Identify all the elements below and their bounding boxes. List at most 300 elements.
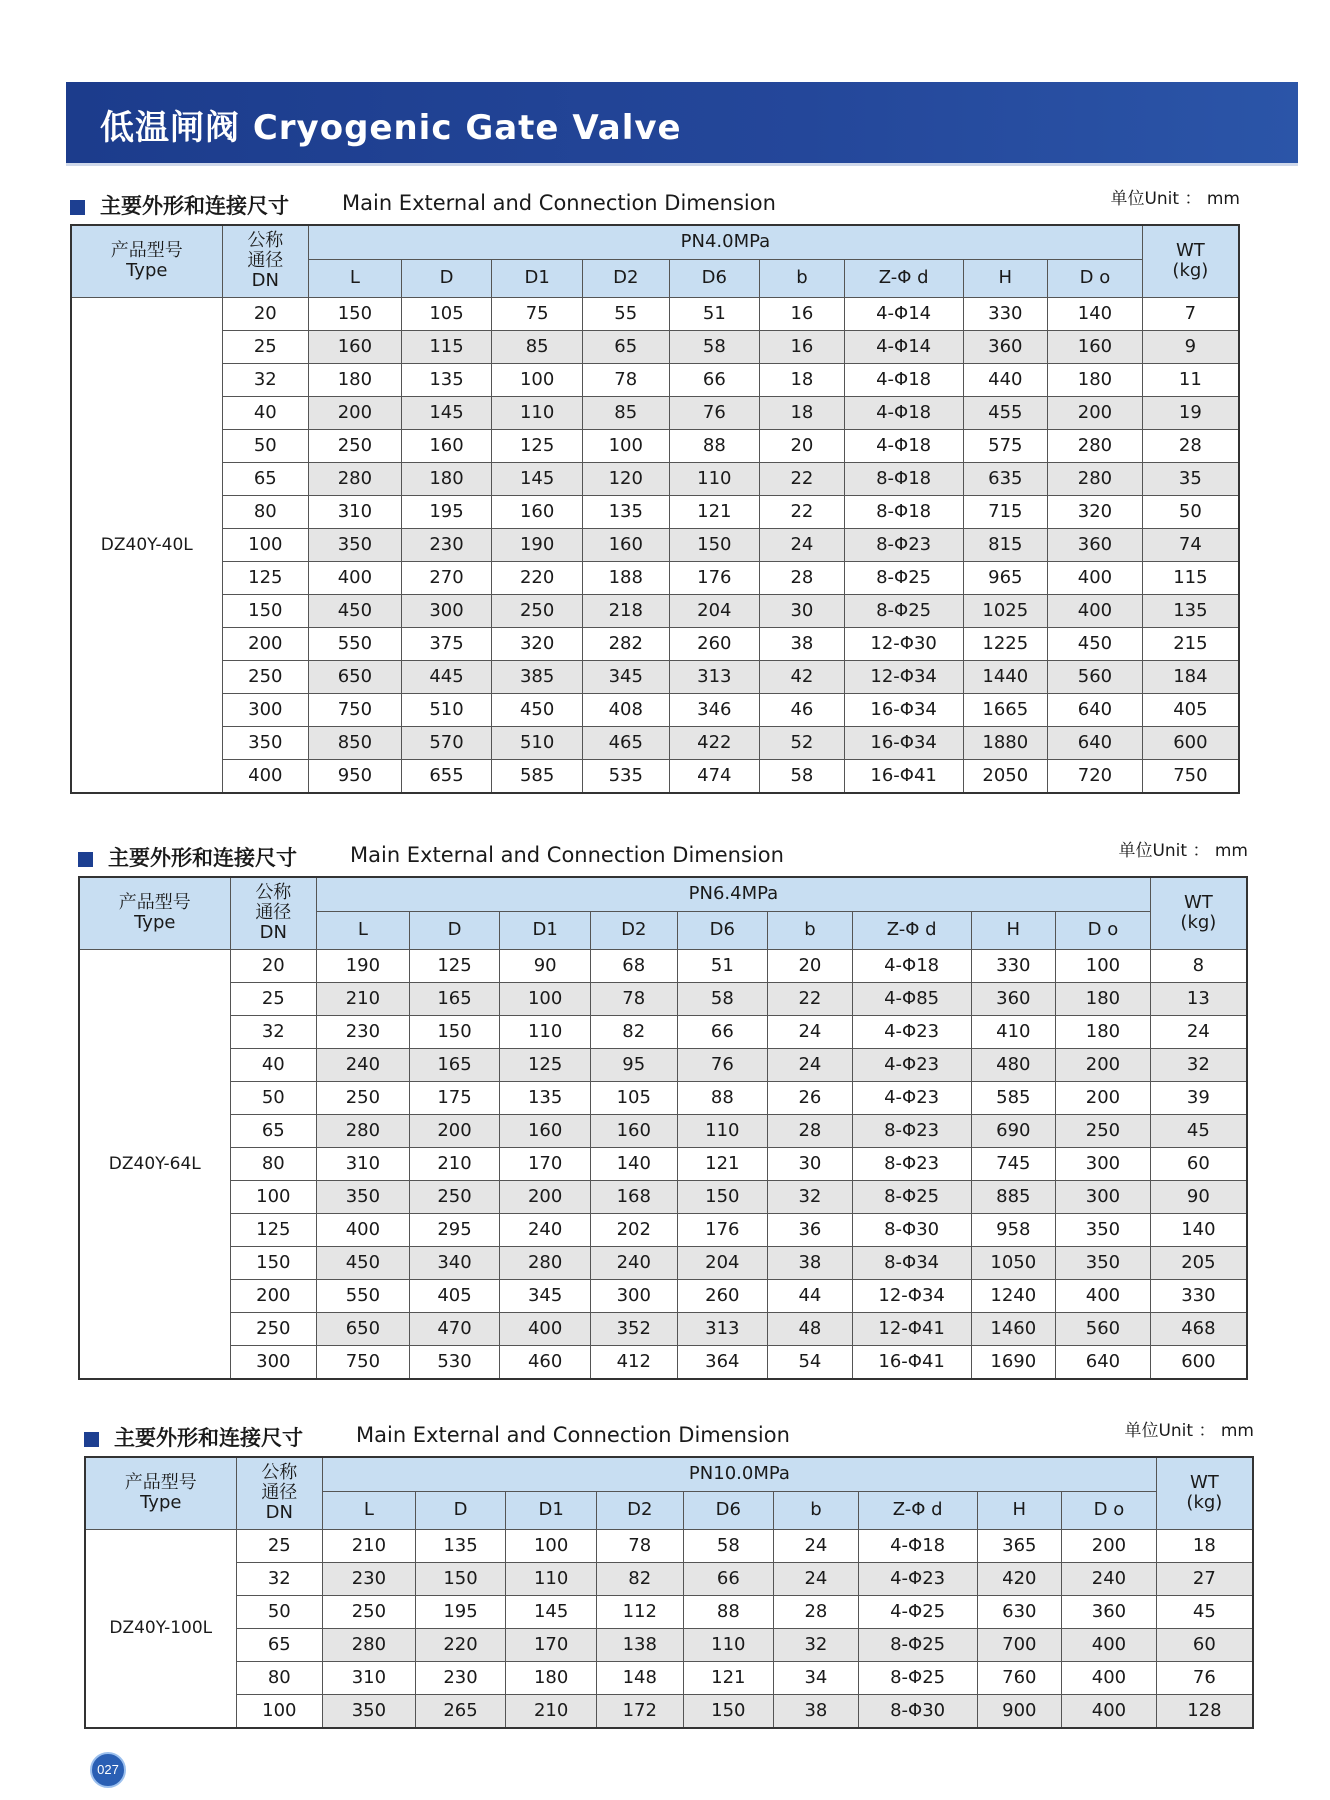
table-row (79, 949, 1247, 982)
value-cell: 110 (683, 1628, 774, 1661)
value-cell: 375 (401, 627, 492, 660)
value-cell: 330 (971, 949, 1056, 982)
table-row (85, 1562, 1253, 1595)
value-cell: 480 (971, 1048, 1056, 1081)
type-header-cn: 产品型号 (124, 1472, 197, 1494)
value-cell: 100 (1056, 949, 1151, 982)
unit-label: 单位Unit ： mm (1118, 841, 1248, 861)
value-cell: 184 (1142, 660, 1239, 693)
header-row (79, 877, 1247, 911)
dn-header (230, 877, 317, 949)
table-row (71, 759, 1239, 793)
value-cell: 150 (415, 1562, 506, 1595)
column-header: Z-Φ d (852, 911, 971, 949)
type-header-en: Type (134, 912, 176, 934)
column-header: D1 (492, 259, 583, 297)
value-cell: 260 (669, 627, 760, 660)
value-cell: 408 (582, 693, 669, 726)
value-cell: 76 (677, 1048, 768, 1081)
value-cell: 39 (1150, 1081, 1247, 1114)
model-type-cell: DZ40Y-64L (79, 949, 230, 1379)
column-header: b (774, 1491, 859, 1529)
value-cell: 760 (977, 1661, 1062, 1694)
value-cell: 560 (1048, 660, 1143, 693)
value-cell: 24 (774, 1529, 859, 1562)
value-cell: 85 (582, 396, 669, 429)
value-cell: 405 (409, 1279, 500, 1312)
value-cell: 20 (768, 949, 853, 982)
dn-cell: 350 (222, 726, 309, 759)
dn-cell: 25 (230, 982, 317, 1015)
weight-header-label: WT (1175, 240, 1205, 262)
dn-cell: 250 (222, 660, 309, 693)
value-cell: 350 (317, 1180, 410, 1213)
dn-cell: 20 (230, 949, 317, 982)
value-cell: 550 (317, 1279, 410, 1312)
value-cell: 8-Φ30 (858, 1694, 977, 1728)
value-cell: 8-Φ23 (852, 1147, 971, 1180)
value-cell: 560 (1056, 1312, 1151, 1345)
value-cell: 365 (977, 1529, 1062, 1562)
column-header: Z-Φ d (844, 259, 963, 297)
section-title-en: Main External and Connection Dimension (350, 843, 784, 867)
value-cell: 148 (596, 1661, 683, 1694)
value-cell: 385 (492, 660, 583, 693)
value-cell: 32 (774, 1628, 859, 1661)
type-header-en: Type (126, 260, 168, 282)
value-cell: 50 (1142, 495, 1239, 528)
type-header (71, 225, 222, 297)
value-cell: 16-Φ41 (844, 759, 963, 793)
value-cell: 100 (492, 363, 583, 396)
value-cell: 8-Φ23 (844, 528, 963, 561)
dimension-section-pn100 (84, 1412, 1254, 1729)
value-cell: 650 (317, 1312, 410, 1345)
table-row (71, 429, 1239, 462)
value-cell: 24 (774, 1562, 859, 1595)
value-cell: 350 (1056, 1213, 1151, 1246)
value-cell: 2050 (963, 759, 1048, 793)
value-cell: 640 (1056, 1345, 1151, 1379)
value-cell: 78 (590, 982, 677, 1015)
value-cell: 12-Φ41 (852, 1312, 971, 1345)
value-cell: 82 (596, 1562, 683, 1595)
table-row (71, 396, 1239, 429)
value-cell: 4-Φ23 (858, 1562, 977, 1595)
dn-cell: 80 (236, 1661, 323, 1694)
dn-cell: 65 (230, 1114, 317, 1147)
page-title: 低温闸阀 Cryogenic Gate Valve (100, 108, 682, 148)
value-cell: 352 (590, 1312, 677, 1345)
value-cell: 165 (409, 1048, 500, 1081)
dn-cell: 300 (222, 693, 309, 726)
value-cell: 160 (1048, 330, 1143, 363)
value-cell: 28 (774, 1595, 859, 1628)
value-cell: 88 (669, 429, 760, 462)
table-row (71, 660, 1239, 693)
value-cell: 465 (582, 726, 669, 759)
value-cell: 32 (768, 1180, 853, 1213)
table-row (79, 1213, 1247, 1246)
value-cell: 815 (963, 528, 1048, 561)
value-cell: 90 (1150, 1180, 1247, 1213)
dn-cell: 300 (230, 1345, 317, 1379)
value-cell: 445 (401, 660, 492, 693)
value-cell: 4-Φ23 (852, 1048, 971, 1081)
value-cell: 88 (677, 1081, 768, 1114)
value-cell: 400 (1056, 1279, 1151, 1312)
dn-cell: 20 (222, 297, 309, 330)
table-row (79, 1345, 1247, 1379)
value-cell: 630 (977, 1595, 1062, 1628)
value-cell: 450 (492, 693, 583, 726)
type-header-en: Type (140, 1492, 182, 1514)
column-header: D (415, 1491, 506, 1529)
value-cell: 60 (1150, 1147, 1247, 1180)
value-cell: 24 (768, 1015, 853, 1048)
value-cell: 95 (590, 1048, 677, 1081)
dn-header-cn2: 通径 (247, 250, 284, 272)
value-cell: 1225 (963, 627, 1048, 660)
value-cell: 250 (492, 594, 583, 627)
value-cell: 600 (1142, 726, 1239, 759)
value-cell: 24 (1150, 1015, 1247, 1048)
value-cell: 350 (309, 528, 402, 561)
value-cell: 24 (768, 1048, 853, 1081)
value-cell: 510 (401, 693, 492, 726)
table-row (85, 1595, 1253, 1628)
value-cell: 58 (683, 1529, 774, 1562)
value-cell: 7 (1142, 297, 1239, 330)
value-cell: 400 (1048, 561, 1143, 594)
column-header: D o (1048, 259, 1143, 297)
value-cell: 18 (760, 363, 845, 396)
value-cell: 420 (977, 1562, 1062, 1595)
value-cell: 1690 (971, 1345, 1056, 1379)
value-cell: 440 (963, 363, 1048, 396)
value-cell: 310 (323, 1661, 416, 1694)
table-row (71, 726, 1239, 759)
value-cell: 125 (409, 949, 500, 982)
weight-header (1142, 225, 1239, 297)
value-cell: 240 (500, 1213, 591, 1246)
value-cell: 4-Φ18 (844, 429, 963, 462)
value-cell: 300 (590, 1279, 677, 1312)
value-cell: 45 (1150, 1114, 1247, 1147)
table-row (79, 1180, 1247, 1213)
value-cell: 220 (415, 1628, 506, 1661)
value-cell: 27 (1156, 1562, 1253, 1595)
value-cell: 690 (971, 1114, 1056, 1147)
value-cell: 8 (1150, 949, 1247, 982)
table-row (85, 1661, 1253, 1694)
header-row (85, 1457, 1253, 1491)
dimension-table (70, 224, 1240, 794)
table-row (79, 982, 1247, 1015)
value-cell: 470 (409, 1312, 500, 1345)
table-row (79, 1114, 1247, 1147)
type-header (85, 1457, 236, 1529)
dn-cell: 40 (230, 1048, 317, 1081)
weight-header-unit: (kg) (1180, 912, 1217, 934)
value-cell: 360 (963, 330, 1048, 363)
value-cell: 313 (669, 660, 760, 693)
value-cell: 120 (582, 462, 669, 495)
value-cell: 360 (971, 982, 1056, 1015)
value-cell: 320 (1048, 495, 1143, 528)
value-cell: 55 (582, 297, 669, 330)
column-header: L (323, 1491, 416, 1529)
value-cell: 210 (317, 982, 410, 1015)
value-cell: 720 (1048, 759, 1143, 793)
value-cell: 250 (317, 1081, 410, 1114)
weight-header-label: WT (1183, 892, 1213, 914)
dn-cell: 50 (236, 1595, 323, 1628)
value-cell: 4-Φ18 (844, 363, 963, 396)
value-cell: 76 (669, 396, 760, 429)
dn-cell: 32 (230, 1015, 317, 1048)
value-cell: 170 (506, 1628, 597, 1661)
column-header: L (317, 911, 410, 949)
value-cell: 200 (1048, 396, 1143, 429)
value-cell: 700 (977, 1628, 1062, 1661)
value-cell: 115 (1142, 561, 1239, 594)
value-cell: 138 (596, 1628, 683, 1661)
value-cell: 345 (582, 660, 669, 693)
value-cell: 128 (1156, 1694, 1253, 1728)
value-cell: 346 (669, 693, 760, 726)
value-cell: 400 (309, 561, 402, 594)
value-cell: 218 (582, 594, 669, 627)
value-cell: 400 (317, 1213, 410, 1246)
column-header: D2 (596, 1491, 683, 1529)
value-cell: 38 (774, 1694, 859, 1728)
value-cell: 300 (401, 594, 492, 627)
value-cell: 51 (669, 297, 760, 330)
value-cell: 75 (492, 297, 583, 330)
table-row (79, 1312, 1247, 1345)
dn-cell: 50 (230, 1081, 317, 1114)
value-cell: 8-Φ30 (852, 1213, 971, 1246)
dn-cell: 150 (222, 594, 309, 627)
value-cell: 135 (415, 1529, 506, 1562)
value-cell: 30 (760, 594, 845, 627)
value-cell: 450 (1048, 627, 1143, 660)
value-cell: 190 (317, 949, 410, 982)
value-cell: 280 (317, 1114, 410, 1147)
value-cell: 60 (1156, 1628, 1253, 1661)
value-cell: 100 (500, 982, 591, 1015)
value-cell: 135 (1142, 594, 1239, 627)
table-row (79, 1147, 1247, 1180)
value-cell: 360 (1048, 528, 1143, 561)
value-cell: 135 (401, 363, 492, 396)
value-cell: 405 (1142, 693, 1239, 726)
table-row (71, 495, 1239, 528)
column-header: Z-Φ d (858, 1491, 977, 1529)
value-cell: 715 (963, 495, 1048, 528)
value-cell: 38 (760, 627, 845, 660)
value-cell: 282 (582, 627, 669, 660)
column-header: D2 (582, 259, 669, 297)
value-cell: 310 (317, 1147, 410, 1180)
value-cell: 68 (590, 949, 677, 982)
value-cell: 400 (1062, 1628, 1157, 1661)
value-cell: 1240 (971, 1279, 1056, 1312)
value-cell: 58 (669, 330, 760, 363)
dn-cell: 25 (222, 330, 309, 363)
value-cell: 204 (669, 594, 760, 627)
section-title-cn: 主要外形和连接尺寸 (108, 846, 297, 870)
value-cell: 200 (1056, 1048, 1151, 1081)
value-cell: 280 (1048, 429, 1143, 462)
dn-cell: 100 (230, 1180, 317, 1213)
value-cell: 280 (1048, 462, 1143, 495)
value-cell: 13 (1150, 982, 1247, 1015)
value-cell: 750 (1142, 759, 1239, 793)
value-cell: 340 (409, 1246, 500, 1279)
value-cell: 220 (492, 561, 583, 594)
value-cell: 210 (506, 1694, 597, 1728)
column-header: D6 (677, 911, 768, 949)
header-row (71, 225, 1239, 259)
section-header (70, 180, 1240, 224)
value-cell: 270 (401, 561, 492, 594)
value-cell: 750 (309, 693, 402, 726)
dn-cell: 125 (230, 1213, 317, 1246)
value-cell: 885 (971, 1180, 1056, 1213)
value-cell: 66 (677, 1015, 768, 1048)
value-cell: 250 (1056, 1114, 1151, 1147)
value-cell: 410 (971, 1015, 1056, 1048)
value-cell: 24 (760, 528, 845, 561)
value-cell: 150 (409, 1015, 500, 1048)
value-cell: 38 (768, 1246, 853, 1279)
dn-header-cn1: 公称 (261, 1462, 298, 1484)
value-cell: 535 (582, 759, 669, 793)
section-title-en: Main External and Connection Dimension (342, 191, 776, 215)
value-cell: 474 (669, 759, 760, 793)
value-cell: 1665 (963, 693, 1048, 726)
dn-cell: 50 (222, 429, 309, 462)
value-cell: 125 (492, 429, 583, 462)
value-cell: 280 (323, 1628, 416, 1661)
table-row (71, 594, 1239, 627)
value-cell: 1460 (971, 1312, 1056, 1345)
value-cell: 168 (590, 1180, 677, 1213)
value-cell: 950 (309, 759, 402, 793)
value-cell: 145 (401, 396, 492, 429)
table-row (71, 330, 1239, 363)
weight-header-label: WT (1189, 1472, 1219, 1494)
dimension-table (78, 876, 1248, 1380)
value-cell: 210 (323, 1529, 416, 1562)
value-cell: 260 (677, 1279, 768, 1312)
value-cell: 412 (590, 1345, 677, 1379)
value-cell: 240 (590, 1246, 677, 1279)
value-cell: 16 (760, 297, 845, 330)
table-row (85, 1529, 1253, 1562)
value-cell: 468 (1150, 1312, 1247, 1345)
value-cell: 78 (596, 1529, 683, 1562)
value-cell: 4-Φ14 (844, 330, 963, 363)
column-header: D o (1056, 911, 1151, 949)
bullet-square-icon (70, 200, 85, 215)
value-cell: 550 (309, 627, 402, 660)
value-cell: 66 (683, 1562, 774, 1595)
value-cell: 110 (669, 462, 760, 495)
table-row (71, 561, 1239, 594)
table-row (79, 1279, 1247, 1312)
value-cell: 11 (1142, 363, 1239, 396)
value-cell: 165 (409, 982, 500, 1015)
value-cell: 8-Φ25 (858, 1628, 977, 1661)
value-cell: 750 (317, 1345, 410, 1379)
unit-label: 单位Unit ： mm (1124, 1421, 1254, 1441)
value-cell: 150 (669, 528, 760, 561)
dn-cell: 100 (236, 1694, 323, 1728)
value-cell: 8-Φ25 (844, 594, 963, 627)
value-cell: 140 (1048, 297, 1143, 330)
value-cell: 16-Φ34 (844, 726, 963, 759)
value-cell: 140 (1150, 1213, 1247, 1246)
value-cell: 530 (409, 1345, 500, 1379)
value-cell: 230 (401, 528, 492, 561)
dn-cell: 200 (230, 1279, 317, 1312)
value-cell: 12-Φ30 (844, 627, 963, 660)
value-cell: 745 (971, 1147, 1056, 1180)
value-cell: 210 (409, 1147, 500, 1180)
value-cell: 230 (317, 1015, 410, 1048)
dimension-section-pn64 (78, 832, 1248, 1380)
value-cell: 240 (1062, 1562, 1157, 1595)
value-cell: 215 (1142, 627, 1239, 660)
value-cell: 12-Φ34 (844, 660, 963, 693)
dn-cell: 125 (222, 561, 309, 594)
value-cell: 265 (415, 1694, 506, 1728)
value-cell: 360 (1062, 1595, 1157, 1628)
dn-header-cn1: 公称 (255, 882, 292, 904)
dn-cell: 32 (236, 1562, 323, 1595)
value-cell: 300 (1056, 1180, 1151, 1213)
value-cell: 400 (1062, 1661, 1157, 1694)
value-cell: 121 (677, 1147, 768, 1180)
value-cell: 230 (415, 1661, 506, 1694)
pressure-header: PN4.0MPa (309, 225, 1143, 259)
value-cell: 140 (590, 1147, 677, 1180)
value-cell: 110 (492, 396, 583, 429)
dimension-section-pn40 (70, 180, 1240, 794)
value-cell: 105 (401, 297, 492, 330)
value-cell: 145 (492, 462, 583, 495)
dn-cell: 25 (236, 1529, 323, 1562)
column-header: b (768, 911, 853, 949)
dn-cell: 80 (230, 1147, 317, 1180)
value-cell: 350 (323, 1694, 416, 1728)
value-cell: 8-Φ18 (844, 462, 963, 495)
value-cell: 450 (317, 1246, 410, 1279)
value-cell: 4-Φ18 (852, 949, 971, 982)
type-header-cn: 产品型号 (110, 240, 183, 262)
weight-header-unit: (kg) (1172, 260, 1209, 282)
value-cell: 600 (1150, 1345, 1247, 1379)
dn-header-en: DN (265, 1502, 293, 1524)
value-cell: 34 (774, 1661, 859, 1694)
weight-header (1150, 877, 1247, 949)
section-title-en: Main External and Connection Dimension (356, 1423, 790, 1447)
value-cell: 510 (492, 726, 583, 759)
value-cell: 200 (309, 396, 402, 429)
